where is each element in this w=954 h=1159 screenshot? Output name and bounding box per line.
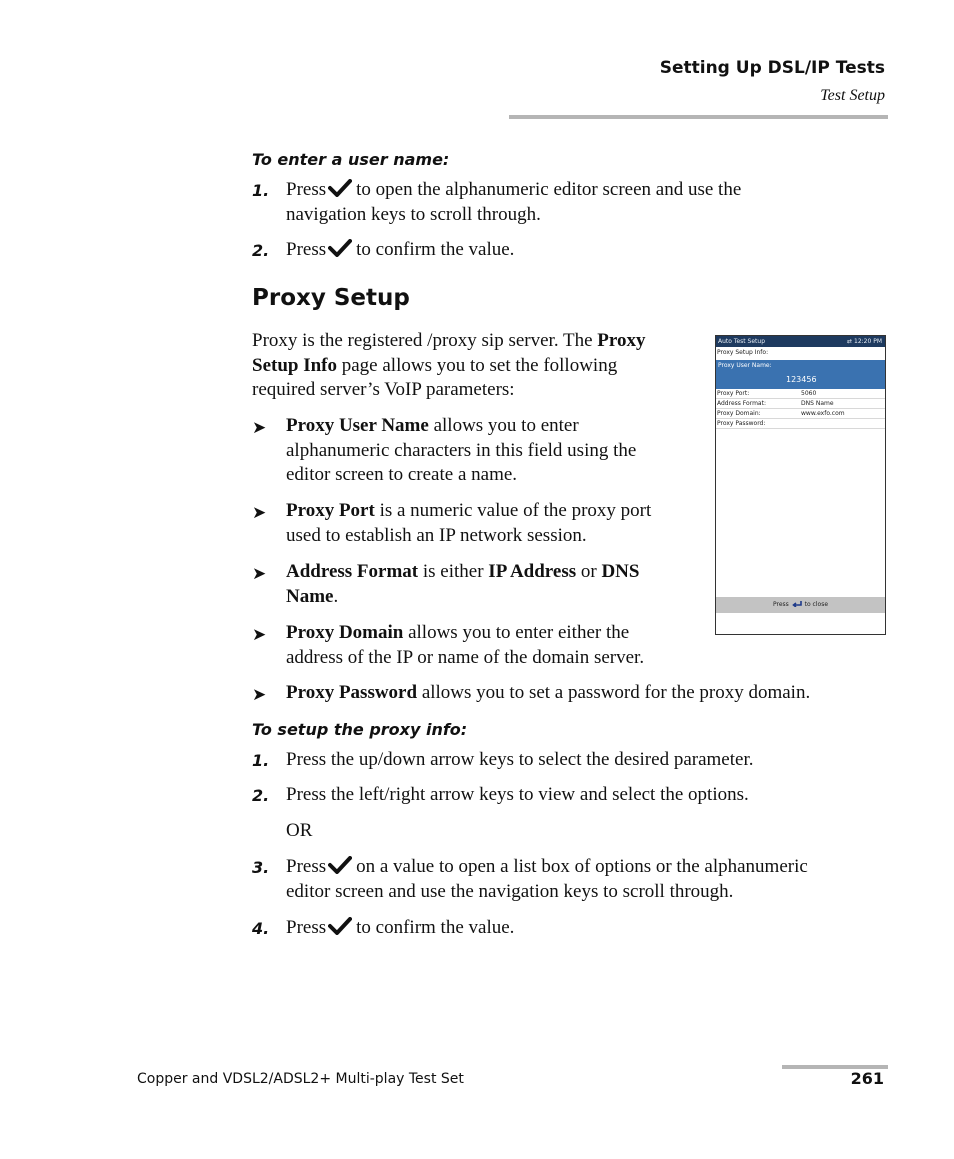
screen-info-label: Proxy Setup Info: <box>717 349 769 356</box>
step-number: 1. <box>252 751 270 770</box>
step-number: 1. <box>252 181 270 200</box>
checkmark-icon <box>328 239 352 257</box>
page-number: 261 <box>850 1069 884 1088</box>
selected-field-value: 123456 <box>786 375 817 384</box>
step-text: Press to confirm the value. <box>286 917 515 938</box>
screen-clock: ⇄ 12:20 PM <box>847 338 882 345</box>
running-header-title: Setting Up DSL/IP Tests <box>659 58 885 78</box>
screen-footer-bar: Press to close <box>716 597 885 613</box>
header-rule <box>509 115 888 119</box>
checkmark-icon <box>328 856 352 874</box>
bullet-arrow-icon: ➤ <box>252 418 267 437</box>
screen-row[interactable]: Proxy Port: 5060 <box>716 389 885 399</box>
step-number: 2. <box>252 786 270 805</box>
screen-row[interactable]: Proxy Password: <box>716 419 885 429</box>
running-header-subtitle: Test Setup <box>820 87 885 104</box>
screen-title: Auto Test Setup <box>718 338 766 345</box>
section-heading: Proxy Setup <box>252 285 410 311</box>
checkmark-icon <box>328 917 352 935</box>
step-text: Press the up/down arrow keys to select the desired parameter. <box>286 749 754 770</box>
step-number: 2. <box>252 241 270 260</box>
bullet-arrow-icon: ➤ <box>252 564 267 583</box>
intro-paragraph: Proxy is the registered /proxy sip server. The Proxy Setup Info page allows you to set the following required server’s VoIP parameters: <box>252 330 646 400</box>
screen-title-bar <box>716 336 885 347</box>
or-text: OR <box>286 820 313 841</box>
bullet-arrow-icon: ➤ <box>252 685 267 704</box>
selected-field-proxy-user-name[interactable]: Proxy User Name: 123456 <box>716 360 885 389</box>
device-screenshot <box>715 335 886 635</box>
screen-row[interactable]: Proxy Domain: www.exfo.com <box>716 409 885 419</box>
step-text: Press to confirm the value. <box>286 239 515 260</box>
procedure-title-user-name: To enter a user name: <box>252 150 450 169</box>
bullet-proxy-port: Proxy Port is a numeric value of the proxy port used to establish an IP network session. <box>286 500 652 546</box>
checkmark-icon <box>328 179 352 197</box>
bullet-arrow-icon: ➤ <box>252 503 267 522</box>
step-number: 4. <box>252 919 270 938</box>
sync-icon: ⇄ <box>847 338 853 345</box>
bullet-address-format: Address Format is either IP Address or DNS Name. <box>286 561 640 607</box>
bullet-proxy-user-name: Proxy User Name allows you to enter alphanumeric characters in this field using the editor screen to create a name. <box>286 415 637 485</box>
screen-row[interactable]: Address Format: DNS Name <box>716 399 885 409</box>
step-number: 3. <box>252 858 270 877</box>
bullet-proxy-password: Proxy Password allows you to set a password for the proxy domain. <box>286 682 811 703</box>
bullet-proxy-domain: Proxy Domain allows you to enter either the address of the IP or name of the domain server. <box>286 622 645 668</box>
bullet-arrow-icon: ➤ <box>252 625 267 644</box>
back-arrow-icon <box>791 600 803 607</box>
procedure-title-proxy-info: To setup the proxy info: <box>252 720 468 739</box>
step-text: Press the left/right arrow keys to view and select the options. <box>286 784 749 805</box>
step-text: Press on a value to open a list box of options or the alphanumeric editor screen and use the navigation keys to scroll through. <box>286 856 808 902</box>
footer-document-title: Copper and VDSL2/ADSL2+ Multi-play Test Set <box>137 1071 464 1087</box>
step-text: Press to open the alphanumeric editor screen and use the navigation keys to scroll through. <box>286 179 742 225</box>
